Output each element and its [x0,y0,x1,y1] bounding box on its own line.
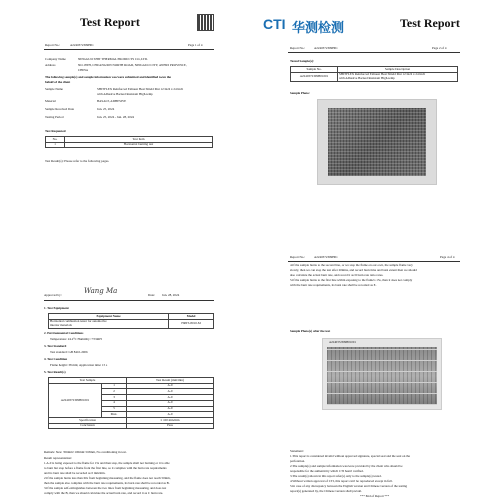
page-number: Page 2 of 4 [432,46,447,50]
col-item: Test Item [65,137,213,143]
date-value: Jun. 28, 2024 [162,293,180,297]
report-page-3 [0,252,248,500]
res-row-n: Max. [102,412,127,418]
statement-5: 5.In case of any discrepancy between the English version and Chinese version of the testing [290,484,408,488]
material-value: BASALT, ADHESIVE [97,99,127,103]
rep-1b: to burn but stop before a flame front the first line, so it complies with the burn rate requirements [44,466,167,470]
sample-no: A2240372309H01001 [291,72,338,81]
statement-1: 1.This report is considered invalid without approved signature, special seal and the seal on the [290,454,411,458]
eq-name [49,319,169,328]
page-number: Page 4 of 4 [440,255,455,259]
received-value: Jun. 25, 2024 [97,107,115,111]
rep-2a: 2.If the sample burns less than 60s from beginning measuring, and the flame does not reach 50mm, [44,476,171,480]
section-4-heading: 4. Test Condition [44,357,68,361]
res-row-n: 4 [102,400,127,406]
intro-line-1: The following sample(s) and sample information was/were submitted and identified to/on the [45,75,171,79]
statement-2b: responsible for the authenticity which CTI hasn't verified. [290,469,364,473]
rep-1c: and its burn rate shall be recorded as 0 mm/min. [44,471,106,475]
eq-name-line-1: Horizontal combustion tester for automotive [50,319,107,324]
res-row-v: A-0 [127,389,214,395]
divider [44,300,214,301]
rep-5b: with the burn rate requirements, its burn rate shall be recorded as E. [290,283,377,287]
res-row-v: A-0 [127,395,214,401]
test-requested-table [45,136,213,148]
res-row-v: A-0 [127,406,214,412]
heat-shield-mat-image [328,108,426,176]
res-row-v: A-0 [127,412,214,418]
address-value-2: CHINA [78,68,89,72]
rep-2b: then the sample also complies with the burn rate requirements, its burn rate shall be recorded as B. [44,481,170,485]
section-1-heading: 1. Test Equipment [44,306,69,310]
signature: Wang Ma [84,287,118,295]
res-col-result: Test Result (mm/min) [127,378,214,384]
row-item: Horizontal burning test [65,142,213,148]
rep-4a: 4.If the sample burns to the second line, or we stop the flame on our own, the sample flame very [290,263,413,267]
sample-name-1: SHITFLEX Reinforced Exhaust Heat Shield Mat 12 Inch x 24 Inch [97,87,184,91]
section-3-heading: 3. Test Standard [44,344,67,348]
company-value: NINGGUO SHIT THERMAL PRODUCTS CO.,LTD. [78,57,148,61]
res-row-n: 3 [102,395,127,401]
report-no: A2240372309H01 [314,255,338,259]
burned-specimens-image [327,347,437,405]
res-row-v: A-0 [127,383,214,389]
end-of-report: *** End of Report *** [360,494,390,498]
statement-heading: Statement: [290,449,304,453]
res-sample-id: A2240372309H01001 [49,383,102,417]
after-test-photo [322,338,442,410]
conclusion-value: Pass [127,423,214,429]
environment-value: Temperature: 24.2°C Humidity: 73%RH [50,337,102,341]
statement-3: 3.The result(s) shown in this report refer(s) only to the sample(s) tested. [290,474,382,478]
testing-value: Jun. 25, 2024 - Jun. 28, 2024 [97,115,135,119]
date-label: Date: [148,293,155,297]
sample-desc [338,72,458,81]
rep-4b: slowly, then we can stop the test after 20mins, and record burn time and burn extent then we should [290,268,417,272]
report-no-label: Report No.: [290,46,306,50]
rep-5a: 5.If the sample burns to the first line within exposing to the flame's 15s, then it does not comply [290,278,413,282]
res-col-sample: Test Sample [49,378,127,384]
tested-samples-heading: Tested Sample(s): [290,59,315,63]
result-table [48,377,214,429]
page-title: Test Report [400,16,460,30]
rep-3b: comply with the B, then we should calculate the actual burn rate, and record it as C burn rate. [44,491,164,495]
cti-logo: CTI [263,16,286,32]
remark: Remark: Size: 356mm×100mm×0.8mm, No conditioning in test. [44,450,127,454]
conclusion-label: Conclusion [49,423,127,429]
sample-photo [317,99,437,185]
res-row-n: 5 [102,406,127,412]
col-sample-no: Sample No. [291,67,338,73]
report-page-1 [0,0,248,248]
sample-name-label: Sample Name [45,87,63,91]
divider [288,52,460,53]
sample-id-tag: A2240372309H01001 [329,340,356,344]
photo-after-label: Sample Photo(s) after the test [290,329,331,333]
col-no: No. [46,137,65,143]
res-row-n: 2 [102,389,127,395]
report-no-label: Report No.: [45,43,61,47]
standard-value: Test standard: GB 8410-2006 [50,350,88,354]
rep-4c: also calculate the actual burn rate, and record it as D burn rate ratio rates. [290,273,384,277]
intro-line-2: behalf of the client [45,80,71,84]
statement-4: 4.Without written approval of CTI, this report can't be reproduced except in full. [290,479,393,483]
divider [288,261,460,262]
divider [44,49,214,50]
statement-5b: report(s) generated by, the Chinese version shall prevail. [290,489,362,493]
report-no-label: Report No.: [290,255,306,259]
report-page-2 [252,0,500,248]
page-number: Page 1 of 4 [188,43,203,47]
statement-2: 2.The sample(s) and sample information was/were provided by the client who should be [290,464,403,468]
row-no: 1 [46,142,65,148]
result-representation-heading: Result representation: [44,456,72,460]
condition-value: Flame height: 38 mm; Application time: 15 s [50,363,108,367]
sample-desc-line-1: SHITFLEX Reinforced Exhaust Heat Shield Mat 12 Inch x 24 Inch [339,72,426,77]
eq-col-model: Model [169,314,214,320]
eq-name-line-2: interior materials [50,322,72,327]
col-sample-desc: Sample Description [338,67,458,73]
company-label: Company Name [45,57,66,61]
report-no: A2240372309H01 [314,46,338,50]
sample-table [290,66,458,82]
eq-col-name: Equipment Name [49,314,169,320]
eq-model: HRTS-8010-M [169,319,214,328]
results-note: Test Result(s): Please refer to the following pages. [45,159,110,163]
testing-label: Testing Period [45,115,64,119]
approved-label: Approved by: [44,293,62,297]
spec-value: ≤ 100 mm/min [127,417,214,423]
test-requested-heading: Test Requested [45,129,66,133]
section-5-heading: 5. Test Result(s) [44,370,66,374]
sample-photo-label: Sample Photo: [290,91,310,95]
report-page-4 [252,252,500,500]
rep-3a: 3.If the sample self-extinguishes between the two lines from beginning measuring, and does not [44,486,167,490]
report-no: A2240372309H01 [70,43,94,47]
sample-desc-line-2: with Adhesive Backed Resistant High-temp [339,75,395,80]
qr-code [197,14,214,31]
address-label: Address [45,63,56,67]
material-label: Material [45,99,56,103]
res-row-v: A-0 [127,400,214,406]
sample-name-2: with Adhesive Backed Resistant High-temp [97,92,153,96]
res-row-n: 1 [102,383,127,389]
page-title: Test Report [80,15,140,29]
rep-1a: 1.A-0 is being exposed to the flame for 15s and then stop, the sample shall not burning or it is able [44,461,170,465]
equipment-table [48,313,214,329]
address-value-1: NO.18TH, CHUANGXIN NORTH ROAD, NINGGUO CITY, ANHUI PROVINCE, [78,63,187,67]
statement-1b: perforation. [290,459,305,463]
cti-logo-chinese: 华测检测 [292,20,345,35]
section-2-heading: 2. Environmental Conditions [44,331,84,335]
received-label: Sample Received Date [45,107,75,111]
spec-label: Specification [49,417,127,423]
